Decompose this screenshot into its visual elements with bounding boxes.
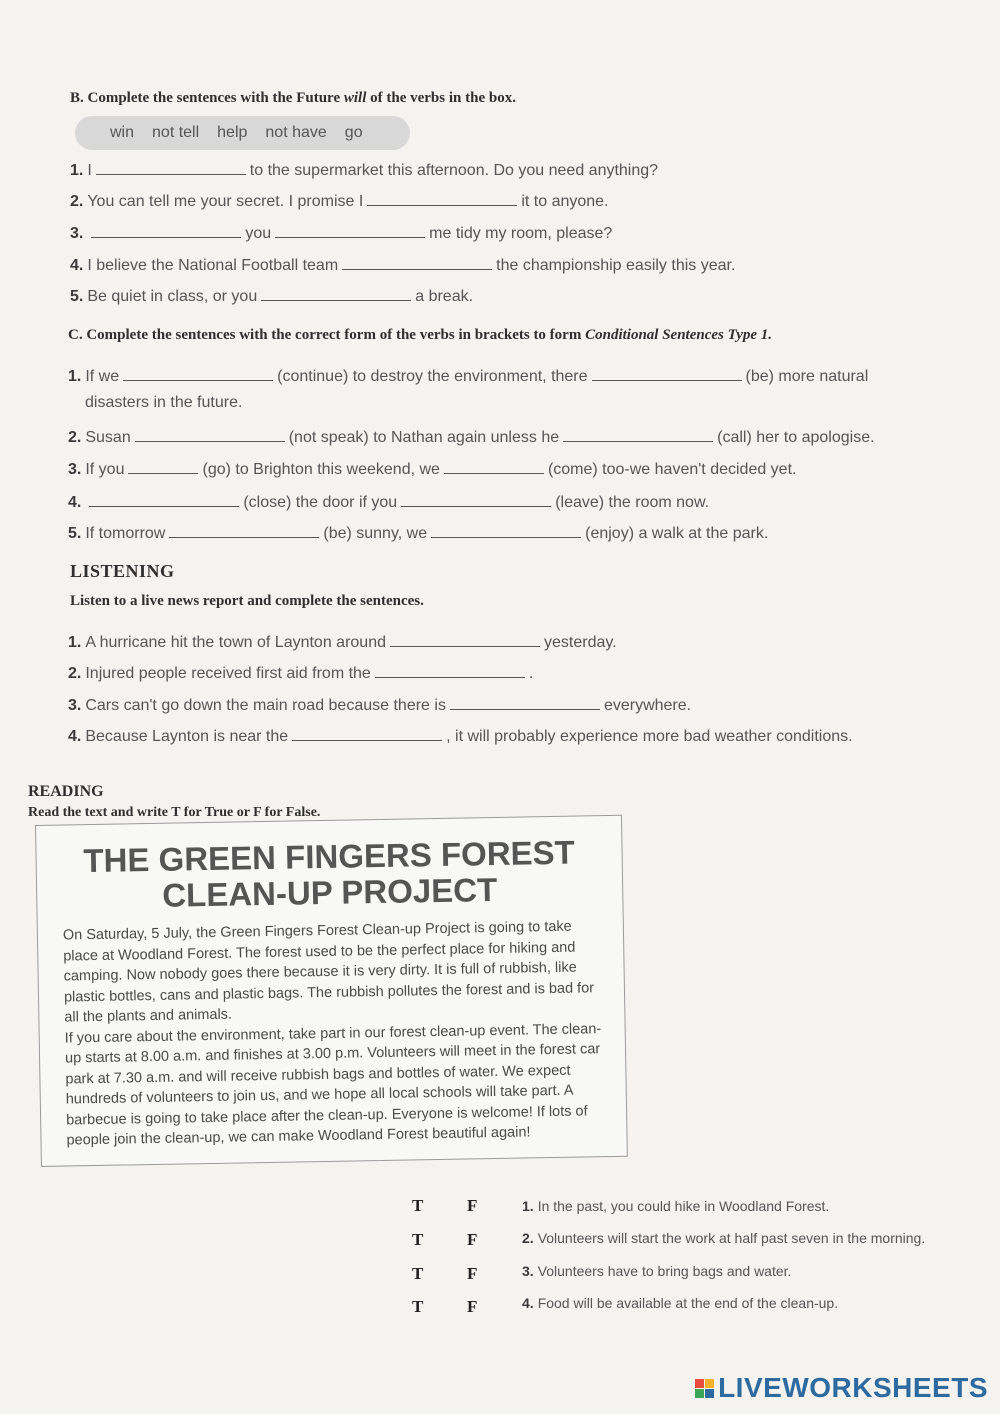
word-box-item: not tell — [152, 124, 200, 141]
sentence-text: (call) her to apologise. — [717, 429, 875, 446]
item-number: 4. — [70, 257, 84, 274]
sentence-text: If tomorrow — [85, 525, 166, 542]
item-number: 2. — [68, 429, 82, 446]
answer-blank[interactable] — [91, 223, 241, 238]
exercise-c-item-1 — [68, 366, 868, 386]
sentence-text: , it will probably experience more bad weather conditions. — [446, 728, 853, 745]
answer-blank[interactable] — [367, 191, 517, 206]
sentence-text: (close) the door if you — [243, 494, 398, 511]
section-b-heading-text: B. Complete the sentences with the Future — [70, 90, 344, 106]
answer-blank[interactable] — [169, 523, 319, 538]
section-b-heading — [70, 90, 516, 107]
sentence-text: Injured people received first aid from the — [85, 665, 371, 682]
sentence-text: (not speak) to Nathan again unless he — [288, 429, 560, 446]
statement-text: Food will be available at the end of the clean-up. — [537, 1295, 839, 1311]
exercise-c-item-3 — [68, 459, 796, 479]
answer-blank[interactable] — [275, 223, 425, 238]
answer-blank[interactable] — [401, 492, 551, 507]
answer-blank[interactable] — [128, 459, 198, 474]
exercise-b-item-4 — [70, 255, 735, 275]
listening-item-4 — [68, 726, 853, 746]
sentence-text: Because Laynton is near the — [85, 728, 289, 745]
section-c-heading — [68, 327, 772, 344]
listening-title: LISTENING — [70, 561, 175, 581]
true-option[interactable]: T — [412, 1297, 424, 1316]
item-number: 3. — [68, 461, 82, 478]
sentence-text: If we — [85, 368, 120, 385]
answer-blank[interactable] — [261, 286, 411, 301]
true-false-row-4 — [412, 1297, 477, 1317]
liveworksheets-logo[interactable] — [695, 1372, 988, 1404]
item-number: 5. — [68, 525, 82, 542]
statement-3 — [522, 1263, 791, 1279]
sentence-text: (leave) the room now. — [555, 494, 710, 511]
sentence-text: you — [245, 225, 272, 242]
word-box-item: go — [344, 124, 363, 141]
answer-blank[interactable] — [292, 726, 442, 741]
sentence-text: (enjoy) a walk at the park. — [585, 525, 769, 542]
sentence-text: Cars can't go down the main road because there is — [85, 697, 446, 714]
sentence-text: If you — [85, 461, 125, 478]
sentence-text: . — [528, 665, 534, 682]
false-option[interactable]: F — [467, 1196, 478, 1215]
item-number: 1. — [522, 1198, 534, 1214]
logo-squares-icon — [695, 1379, 714, 1398]
item-number: 3. — [70, 225, 84, 242]
word-box-item: help — [217, 124, 248, 141]
reading-instruction: Read the text and write T for True or F for False. — [28, 805, 321, 820]
answer-blank[interactable] — [342, 255, 492, 270]
sentence-text: (be) sunny, we — [323, 525, 428, 542]
item-number: 1. — [68, 634, 82, 651]
sentence-text: everywhere. — [603, 697, 692, 714]
item-number: 1. — [70, 162, 84, 179]
answer-blank[interactable] — [390, 632, 540, 647]
article-box — [35, 815, 628, 1167]
false-option[interactable]: F — [467, 1264, 478, 1283]
item-number: 1. — [68, 368, 82, 385]
section-b-heading-emphasis: will — [343, 90, 367, 106]
sentence-text: to the supermarket this afternoon. Do you need anything? — [249, 162, 659, 179]
statement-text: Volunteers will start the work at half past seven in the morning. — [537, 1230, 926, 1246]
listening-instruction: Listen to a live news report and complete the sentences. — [70, 593, 424, 609]
answer-blank[interactable] — [135, 427, 285, 442]
item-number: 4. — [522, 1295, 534, 1311]
reading-title: READING — [28, 783, 104, 800]
item-number: 3. — [522, 1263, 534, 1279]
sentence-text: me tidy my room, please? — [429, 225, 613, 242]
article-title-line-2: CLEAN-UP PROJECT — [161, 870, 498, 914]
exercise-b-item-5 — [70, 286, 473, 306]
listening-item-1 — [68, 632, 617, 652]
word-box-item: win — [110, 124, 135, 141]
true-option[interactable]: T — [412, 1196, 424, 1215]
statement-4 — [522, 1295, 838, 1311]
section-c-heading-emphasis: Conditional Sentences Type 1. — [585, 327, 773, 343]
sentence-text: disasters in the future. — [85, 394, 243, 411]
item-number: 5. — [70, 288, 84, 305]
false-option[interactable]: F — [467, 1230, 478, 1249]
section-b-heading-end: of the verbs in the box. — [366, 90, 516, 106]
true-false-row-1 — [412, 1196, 477, 1216]
item-number: 2. — [70, 193, 84, 210]
article-title-line-1: THE GREEN FINGERS FOREST — [83, 833, 576, 880]
sentence-text: a break. — [415, 288, 474, 305]
sentence-text: I — [87, 162, 92, 179]
sentence-text: I believe the National Football team — [87, 257, 339, 274]
sentence-text: (go) to Brighton this weekend, we — [202, 461, 440, 478]
true-false-row-3 — [412, 1264, 477, 1284]
answer-blank[interactable] — [96, 160, 246, 175]
listening-item-3 — [68, 695, 691, 715]
false-option[interactable]: F — [467, 1297, 478, 1316]
article-paragraph-1: On Saturday, 5 July, the Green Fingers Forest Clean-up Project is going to take place at Woodland Forest. The forest used to be the perfect place for hiking and camping. Now nobody goes there because it is very dirty. It is full of rubbish, like plastic bottles, cans and plastic bags. The rubbish pollutes the forest and is bad for all the plants and animals. — [62, 918, 595, 1026]
sentence-text: (continue) to destroy the environment, there — [277, 368, 588, 385]
statement-text: Volunteers have to bring bags and water. — [537, 1263, 792, 1279]
item-number: 3. — [68, 697, 82, 714]
listening-item-2 — [68, 663, 533, 683]
exercise-b-item-2 — [70, 191, 609, 211]
word-box — [75, 116, 410, 150]
sentence-text: (be) more natural — [745, 368, 869, 385]
answer-blank[interactable] — [375, 663, 525, 678]
item-number: 2. — [522, 1230, 534, 1246]
answer-blank[interactable] — [89, 492, 239, 507]
statement-1 — [522, 1198, 829, 1214]
answer-blank[interactable] — [450, 695, 600, 710]
word-box-item: not have — [265, 124, 327, 141]
sentence-text: (come) too-we haven't decided yet. — [547, 461, 797, 478]
true-option[interactable]: T — [412, 1230, 424, 1249]
exercise-c-item-1-continued — [85, 394, 242, 412]
article-paragraph-2: If you care about the environment, take part in our forest clean-up event. The clean-up starts at 8.00 a.m. and finishes at 3.00 p.m. Volunteers will meet in the forest car park at 7.30 a.m. and will receive rubbish bags and bottles of water. We expect hundreds of volunteers to join us, and we hope all local schools will take part. A barbecue is going to take place after the clean-up. Everyone is welcome! If lots of people join the clean-up, we can make Woodland Forest beautiful again! — [64, 1020, 602, 1149]
answer-blank[interactable] — [563, 427, 713, 442]
exercise-b-item-1 — [70, 160, 658, 180]
answer-blank[interactable] — [431, 523, 581, 538]
item-number: 2. — [68, 665, 82, 682]
exercise-b-item-3 — [70, 223, 612, 243]
statement-text: In the past, you could hike in Woodland Forest. — [537, 1198, 830, 1214]
logo-text: LIVEWORKSHEETS — [718, 1372, 988, 1403]
sentence-text: Susan — [85, 429, 131, 446]
exercise-c-item-5 — [68, 523, 768, 543]
section-c-heading-text: C. Complete the sentences with the correct form of the verbs in brackets to form — [68, 327, 586, 343]
true-false-row-2 — [412, 1230, 477, 1250]
answer-blank[interactable] — [592, 366, 742, 381]
answer-blank[interactable] — [123, 366, 273, 381]
sentence-text: Be quiet in class, or you — [87, 288, 258, 305]
sentence-text: You can tell me your secret. I promise I — [87, 193, 364, 210]
exercise-c-item-4 — [68, 492, 709, 512]
true-option[interactable]: T — [412, 1264, 424, 1283]
sentence-text: A hurricane hit the town of Laynton around — [85, 634, 386, 651]
item-number: 4. — [68, 494, 82, 511]
statement-2 — [522, 1230, 925, 1246]
answer-blank[interactable] — [444, 459, 544, 474]
sentence-text: yesterday. — [544, 634, 617, 651]
item-number: 4. — [68, 728, 82, 745]
sentence-text: the championship easily this year. — [496, 257, 736, 274]
exercise-c-item-2 — [68, 427, 875, 447]
sentence-text: it to anyone. — [521, 193, 609, 210]
